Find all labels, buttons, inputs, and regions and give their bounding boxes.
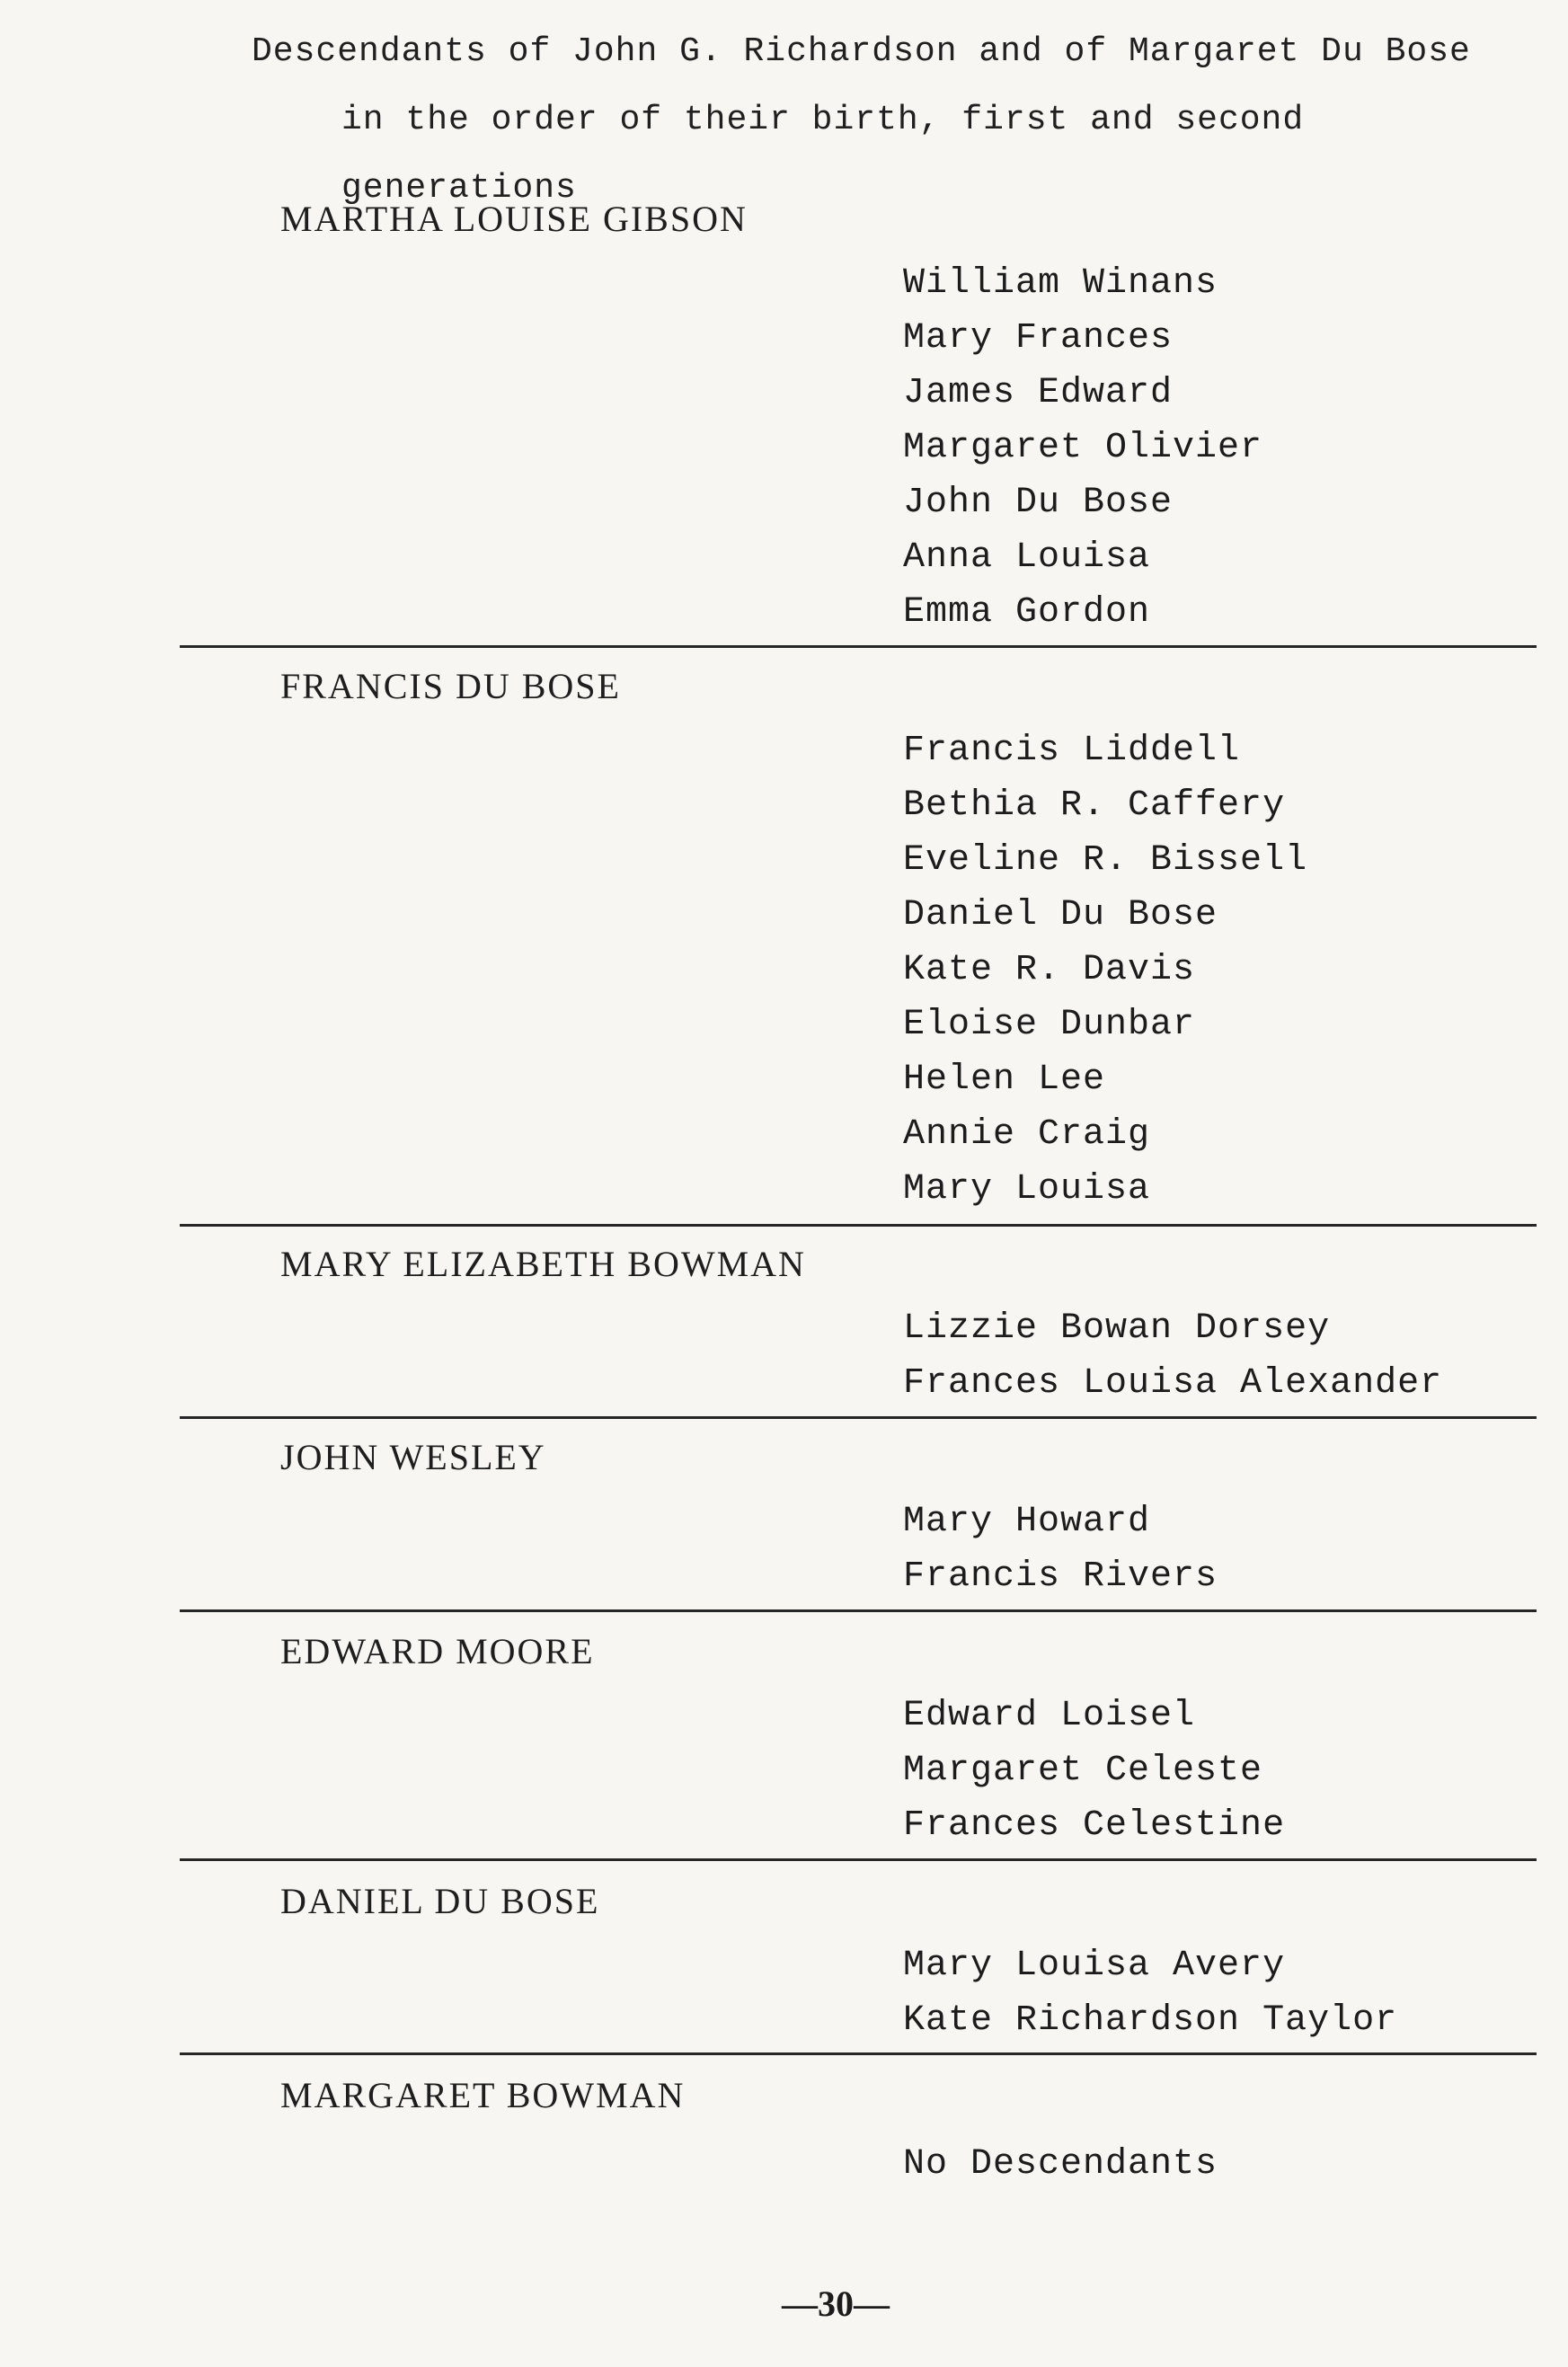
child-name: Frances Louisa Alexander — [903, 1363, 1443, 1404]
children-list — [903, 256, 1262, 640]
child-name: Edward Loisel — [903, 1696, 1196, 1736]
child-name: William Winans — [903, 263, 1218, 304]
heading-line-1: Descendants of John G. Richardson and of Margaret Du Bose — [252, 32, 1471, 71]
children-list — [903, 1689, 1285, 1853]
child-name: Mary Louisa Avery — [903, 1946, 1286, 1986]
child-name: Kate Richardson Taylor — [903, 2000, 1398, 2041]
child-name: Helen Lee — [903, 1059, 1106, 1100]
child-name: John Du Bose — [903, 483, 1174, 523]
child-name: Bethia R. Caffery — [903, 785, 1286, 826]
child-name: Mary Louisa — [903, 1169, 1151, 1210]
child-name: Lizzie Bowan Dorsey — [903, 1308, 1331, 1349]
section-divider — [180, 1416, 1537, 1419]
section-divider — [180, 1609, 1537, 1612]
children-list — [903, 2137, 1218, 2192]
parent-name: MARTHA LOUISE GIBSON — [280, 199, 748, 239]
child-name: Mary Howard — [903, 1502, 1151, 1542]
page-number: —30— — [782, 2283, 890, 2324]
section-divider — [180, 1858, 1537, 1861]
parent-name: FRANCIS DU BOSE — [280, 666, 621, 706]
parent-name: EDWARD MOORE — [280, 1631, 595, 1671]
child-name: Francis Rivers — [903, 1556, 1218, 1597]
section-divider — [180, 1224, 1537, 1227]
child-name: James Edward — [903, 373, 1174, 413]
parent-name: MARY ELIZABETH BOWMAN — [280, 1244, 806, 1284]
child-name: Eloise Dunbar — [903, 1005, 1196, 1045]
child-name: Annie Craig — [903, 1114, 1151, 1155]
heading-line-2: in the order of their birth, first and second generations — [341, 101, 1305, 208]
page-heading — [252, 18, 1510, 223]
child-name: Frances Celestine — [903, 1805, 1286, 1846]
children-list — [903, 1938, 1397, 2048]
child-name: Margaret Olivier — [903, 428, 1263, 468]
children-list — [903, 1494, 1218, 1604]
child-name: Daniel Du Bose — [903, 895, 1218, 935]
section-divider — [180, 645, 1537, 648]
child-name: Mary Frances — [903, 318, 1174, 359]
children-list — [903, 723, 1307, 1217]
children-list — [903, 1301, 1442, 1411]
section-divider — [180, 2052, 1537, 2055]
child-name: Francis Liddell — [903, 731, 1241, 771]
child-name: Margaret Celeste — [903, 1751, 1263, 1791]
child-name: Eveline R. Bissell — [903, 840, 1308, 881]
child-name: Kate R. Davis — [903, 950, 1196, 990]
child-name: Anna Louisa — [903, 537, 1151, 578]
child-name: No Descendants — [903, 2144, 1218, 2185]
parent-name: JOHN WESLEY — [280, 1437, 546, 1477]
parent-name: MARGARET BOWMAN — [280, 2075, 686, 2115]
child-name: Emma Gordon — [903, 592, 1151, 633]
parent-name: DANIEL DU BOSE — [280, 1881, 600, 1921]
